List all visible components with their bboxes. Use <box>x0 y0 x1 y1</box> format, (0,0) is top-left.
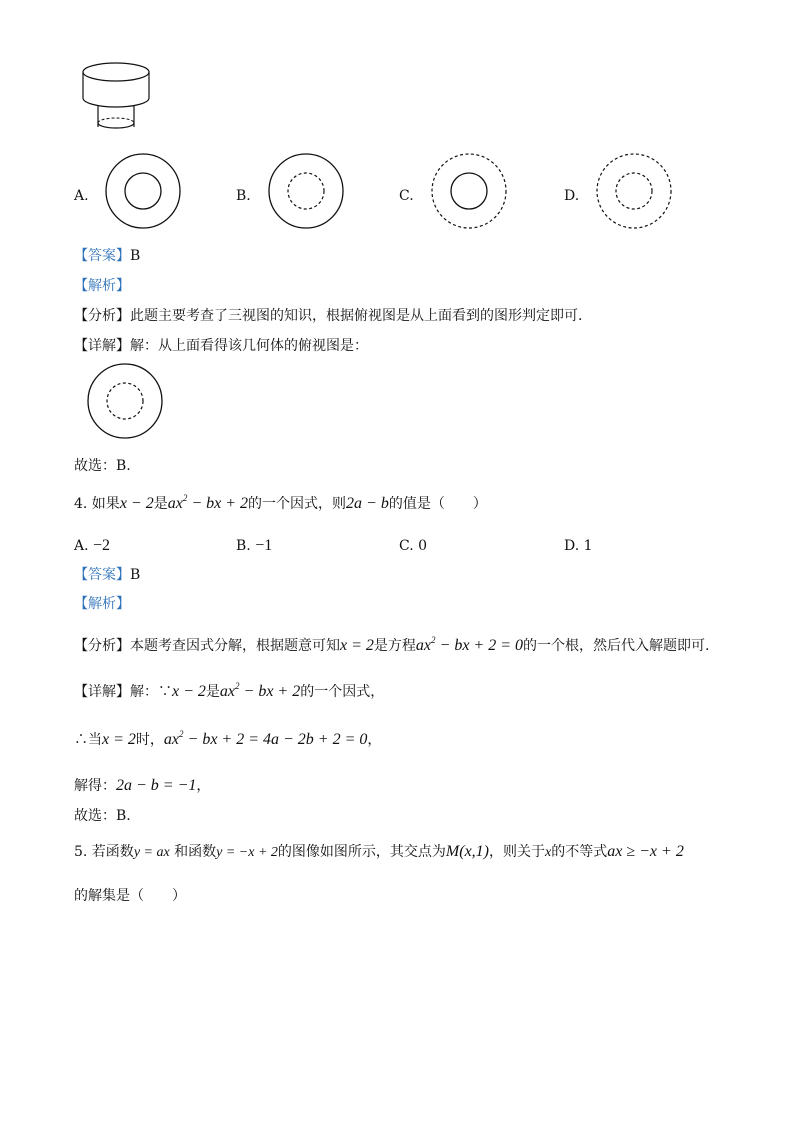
q4-option-c-label: C. <box>399 538 414 554</box>
q4-fenxi-post: 的一个根，然后代入解题即可. <box>523 638 710 654</box>
q4-step <box>74 730 381 750</box>
q4-answer-line <box>74 565 140 585</box>
q4-solve-pre: 解得： <box>74 778 116 794</box>
q4-option-d-value: 1 <box>583 538 593 554</box>
q4-answer-tag: 【答案】 <box>74 567 130 583</box>
q4-step-e2-b: − bx + 2 = 4a − 2b + 2 = 0 <box>183 731 368 748</box>
q4-step-e2 <box>164 731 368 748</box>
analysis-tag: 【解析】 <box>74 278 130 294</box>
q4-option-d-label: D. <box>564 538 580 554</box>
q4-detail-mid: 是 <box>205 684 220 700</box>
answer-tag: 【答案】 <box>74 248 130 264</box>
q4-step-pre: ∴当 <box>74 732 102 748</box>
q4-stem <box>74 494 487 514</box>
q4-mid2: 的一个因式，则 <box>248 496 347 512</box>
solid-figure <box>78 60 158 140</box>
q4-answer-value: B <box>130 567 141 583</box>
q5-point: M(x,1) <box>445 843 490 860</box>
q4-option-b-label: B. <box>236 538 251 554</box>
option-d-figure <box>594 151 674 231</box>
q5-mid4: 的不等式 <box>551 844 608 860</box>
option-a-figure <box>103 151 183 231</box>
q4-fenxi-eq2-a: ax <box>415 637 432 654</box>
q5-mid1: 和函数 <box>174 844 217 860</box>
option-d-label: D. <box>564 188 580 204</box>
q4-expr2-b: − bx + 2 <box>187 495 249 512</box>
q4-solve-eq: 2a − b = −1 <box>116 777 197 794</box>
q4-expr2-sup: 2 <box>182 493 188 503</box>
option-a-label: A. <box>74 188 89 204</box>
q3-answer-line <box>74 246 140 266</box>
q4-step-e2-a: ax <box>163 731 180 748</box>
q5-f2: y = −x + 2 <box>216 845 278 860</box>
q4-suffix: 的值是（ ） <box>388 496 487 512</box>
q5-mid2: 的图像如图所示，其交点为 <box>277 844 446 860</box>
q4-solve <box>74 776 210 796</box>
q4-expr2-a: ax <box>167 495 183 512</box>
q4-mid1: 是 <box>153 496 168 512</box>
q5-line2: 的解集是（ ） <box>74 888 186 904</box>
q4-conclusion: 故选：B. <box>74 808 131 824</box>
option-b-label: B. <box>236 188 251 204</box>
q4-prefix: 4. 如果 <box>74 496 120 512</box>
q4-detail-e1: x − 2 <box>172 683 206 700</box>
q4-step-mid: 时， <box>135 732 164 748</box>
q4-option-d <box>564 536 593 556</box>
q4-detail <box>74 682 384 702</box>
q4-fenxi-eq2 <box>416 637 523 654</box>
option-c-figure <box>429 151 509 231</box>
q3-fenxi: 【分析】此题主要考查了三视图的知识，根据俯视图是从上面看到的图形判定即可. <box>74 308 583 324</box>
q4-fenxi-eq1: x = 2 <box>340 637 374 654</box>
q4-option-b-value: −1 <box>255 537 273 554</box>
q4-option-a-label: A. <box>74 538 89 554</box>
answer-value: B <box>130 248 141 264</box>
q4-option-a-value: −2 <box>93 537 111 554</box>
q4-detail-post: 的一个因式， <box>300 684 385 700</box>
q4-analysis-tag: 【解析】 <box>74 596 130 612</box>
q4-expr1: x − 2 <box>119 495 154 512</box>
q4-fenxi <box>74 636 709 656</box>
q5-ineq: ax ≥ −x + 2 <box>607 843 684 860</box>
q4-option-c-value: 0 <box>418 538 428 554</box>
q4-step-e2-sup: 2 <box>179 729 184 739</box>
q5-stem <box>74 842 684 863</box>
q4-fenxi-eq2-sup: 2 <box>431 635 436 645</box>
q4-detail-e2-b: − bx + 2 <box>239 683 301 700</box>
q5-var: x <box>545 845 552 860</box>
q4-option-a <box>74 536 110 556</box>
q5-mid3: ，则关于 <box>489 844 546 860</box>
q5-prefix: 5. 若函数 <box>74 844 134 860</box>
q4-fenxi-pre: 【分析】本题考查因式分解，根据题意可知 <box>74 638 340 654</box>
q4-option-c <box>399 536 427 556</box>
q4-detail-e2-sup: 2 <box>235 681 240 691</box>
option-c-label: C. <box>399 188 414 204</box>
option-b-figure <box>266 151 346 231</box>
q4-expr2 <box>168 495 248 512</box>
q4-detail-e2 <box>220 683 300 700</box>
q4-expr3: 2a − b <box>346 495 389 512</box>
top-view-figure <box>85 361 165 441</box>
q4-detail-e2-a: ax <box>219 683 236 700</box>
q4-fenxi-eq2-b: − bx + 2 = 0 <box>435 637 524 654</box>
q4-step-post: ， <box>367 732 382 748</box>
q3-detail: 【详解】解：从上面看得该几何体的俯视图是： <box>74 338 368 354</box>
q4-step-e1: x = 2 <box>102 731 136 748</box>
q4-solve-post: ， <box>196 778 211 794</box>
q3-conclusion: 故选：B. <box>74 458 131 474</box>
q4-fenxi-mid: 是方程 <box>373 638 416 654</box>
q4-detail-pre: 【详解】解：∵ <box>74 684 172 700</box>
q4-option-b <box>236 536 272 556</box>
q5-f1: y = ax <box>133 845 170 860</box>
